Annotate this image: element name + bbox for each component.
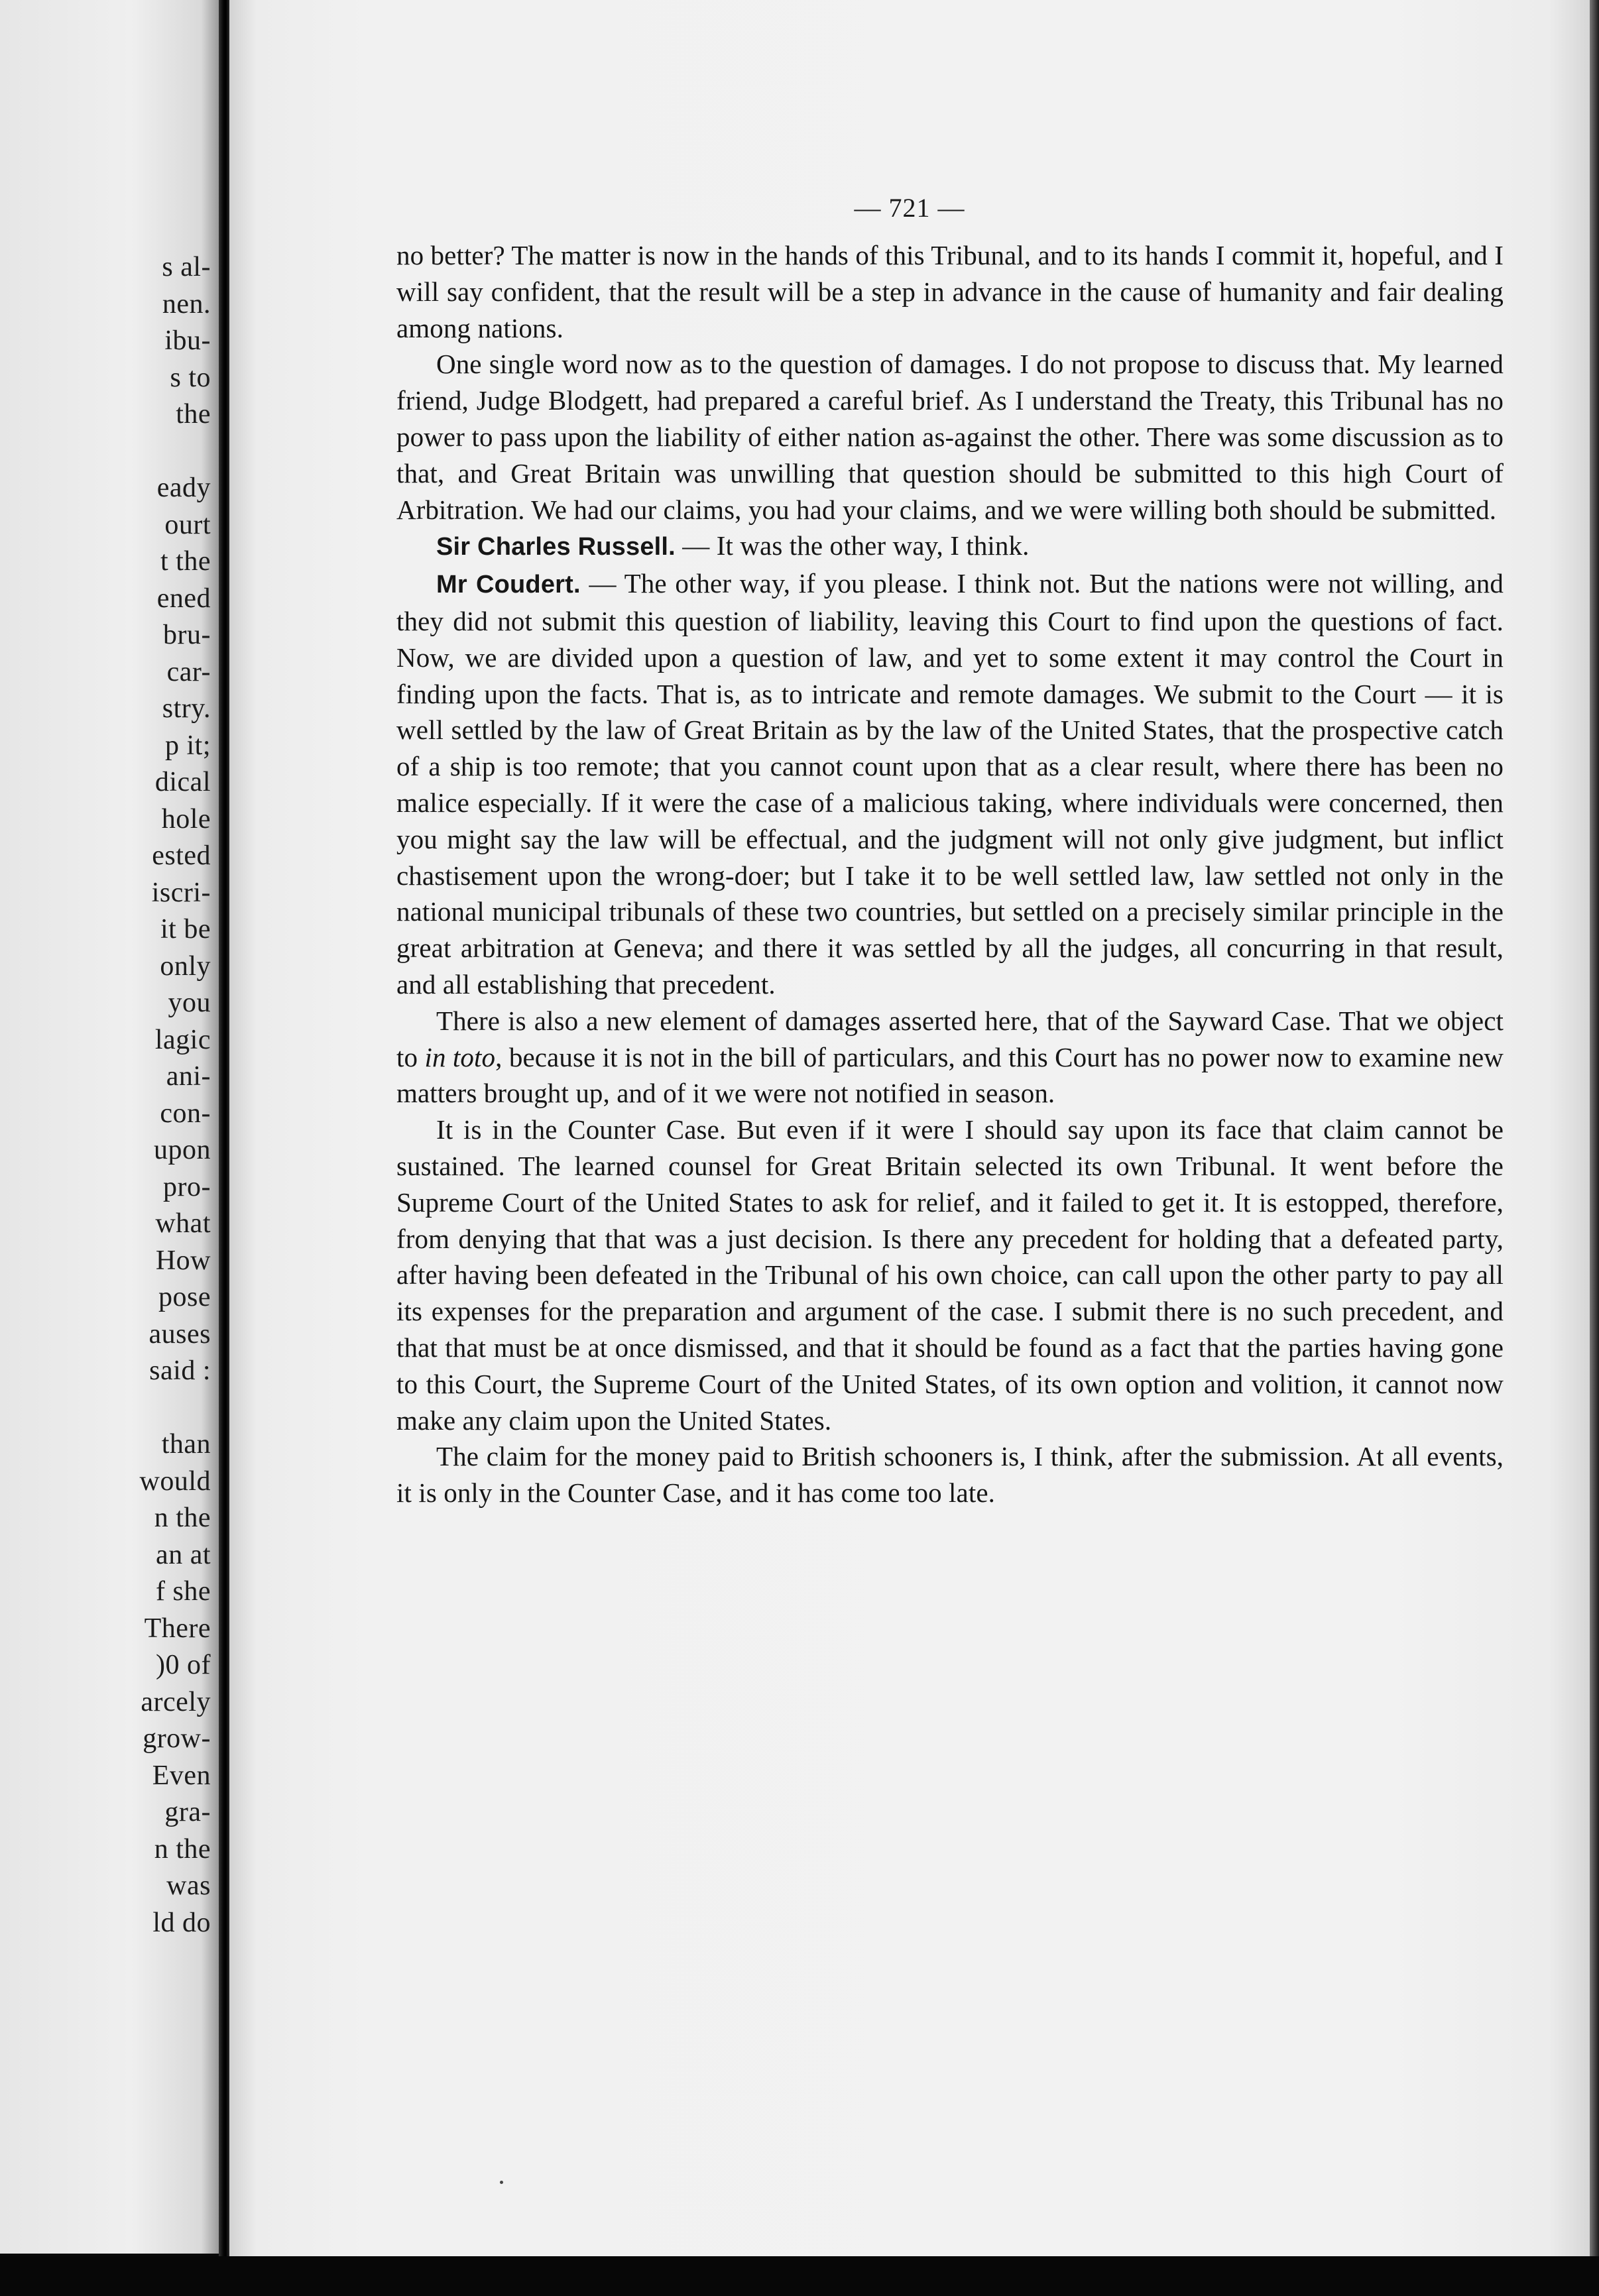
paragraph (396, 1438, 1504, 1511)
paragraph-text: no better? The matter is now in the hands of this Tribunal, and to its hands I commit it, hopeful, and I will say confident, that the result will be a step in advance in the cause of humanity and fair dealing among nations. (396, 240, 1504, 343)
left-line-fragment: ourt (164, 509, 211, 540)
paragraph-text: — The other way, if you please. I think not. But the nations were not willing, and they did not submit this question of liability, leaving this Court to find upon the questions of fact. Now, we are divided upon a question of law, and yet to some extent it may control the Court in finding upon the facts. That is, as to intricate and remote damages. We submit to the Court — it is well settled by the law of Great Britain as by the law of the United States, that the prospective catch of a ship is too remote; that you cannot count upon that as a clear result, where there has been no malice especially. If it were the case of a malicious taking, where individuals were concerned, then you might say the law will be effectual, and the judgment will not only give judgment, but inflict chastisement upon the wrong-doer; but I take it to be well settled law, law settled not only in the national municipal tribunals of these two countries, but settled on a precisely similar principle in the great arbitration at Geneva; and there it was settled by all the judges, all concurring in that result, and all establishing that precedent. (396, 568, 1504, 1000)
left-line-fragment (140, 1390, 211, 1427)
paragraph (396, 1003, 1504, 1112)
left-line-fragment: eady (156, 473, 211, 503)
left-line-fragment: only (160, 950, 211, 982)
paragraph (396, 565, 1504, 1003)
speaker-name: Mr Coudert. (436, 571, 581, 599)
left-line-fragment: ld do (152, 1907, 211, 1938)
left-line-fragment: ibu- (164, 325, 211, 356)
left-line-fragment: auses (148, 1318, 211, 1349)
paragraph-text: , because it is not in the bill of particulars, and this Court has no power now to examine new matters brought up, and of it we were not notified in season. (396, 1041, 1504, 1109)
left-line-fragment: dical (154, 767, 211, 797)
paragraph-text: — It was the other way, I think. (682, 530, 1030, 561)
left-line-fragment: hole (161, 803, 211, 834)
paragraph (396, 1112, 1504, 1438)
left-line-fragment: you (168, 988, 211, 1018)
left-line-fragment: There (144, 1613, 211, 1644)
left-line-fragment: grow- (143, 1723, 211, 1754)
italic-phrase: in toto (424, 1041, 496, 1072)
left-line-fragment (140, 433, 211, 471)
left-line-fragment: said : (149, 1355, 211, 1386)
left-line-fragment: How (155, 1245, 211, 1276)
left-line-fragment: upon (154, 1135, 211, 1165)
paragraph-text: There is also a new element of damages asserted here, that of the Sayward Case. That we object to (396, 1005, 1504, 1072)
left-facing-page (0, 0, 219, 2254)
left-line-fragment: ested (152, 840, 211, 871)
paragraph (396, 237, 1504, 346)
page-right-edge (1590, 0, 1599, 2256)
left-line-fragment: )0 of (156, 1650, 211, 1680)
left-line-fragment: what (155, 1208, 211, 1239)
left-line-fragment: iscri- (151, 877, 211, 908)
speaker-name: Sir Charles Russell. (436, 533, 676, 561)
left-line-fragment: was (166, 1870, 211, 1901)
body-text (396, 237, 1504, 1511)
left-line-fragment: stry. (162, 693, 211, 724)
left-line-fragment: n the (154, 1503, 211, 1533)
left-line-fragment: pose (158, 1282, 211, 1312)
left-line-fragment: arcely (141, 1686, 211, 1717)
print-speck (500, 2181, 503, 2184)
left-line-fragment: gra- (164, 1797, 211, 1827)
left-line-fragment: f she (156, 1576, 211, 1607)
left-line-fragment: con- (160, 1098, 211, 1129)
left-line-fragment: bru- (163, 620, 211, 650)
left-line-fragment: Even (152, 1760, 211, 1791)
left-line-fragment: n the (154, 1833, 211, 1865)
main-page (229, 0, 1590, 2256)
left-line-fragment: the (176, 399, 211, 430)
left-line-fragment: t the (160, 546, 211, 577)
left-line-fragment: would (139, 1465, 211, 1497)
left-line-fragment: ened (156, 583, 211, 614)
page-number: — 721 — (854, 193, 965, 223)
left-line-fragment: ani- (166, 1061, 211, 1092)
left-page-line-fragments (140, 249, 211, 1941)
left-line-fragment: it be (160, 914, 211, 945)
paragraph-text: One single word now as to the question of damages. I do not propose to discuss that. My learned friend, Judge Blodgett, had prepared a careful brief. As I understand the Treaty, this Tribunal has no power to pass upon the liability of either nation as-against the other. There was some discussion as to that, and Great Britain was unwilling that question should be submitted to this high Court of Arbitration. We had our claims, you had your claims, and we were willing both should be submitted. (396, 349, 1504, 525)
paragraph-text: It is in the Counter Case. But even if it were I should say upon its face that claim cannot be sustained. The learned counsel for Great Britain selected its own Tribunal. It went before the Supreme Court of the United States to ask for relief, and it failed to get it. It is estopped, therefore, from denying that that was a just decision. Is there any precedent for holding that a defeated party, after having been defeated in the Tribunal of his own choice, can call upon the other party to pay all its expenses for the preparation and argument of the case. I submit there is no such precedent, and that that must be at once dismissed, and that it should be found as a fact that the parties having gone to this Court, the Supreme Court of the United States, of its own option and volition, it cannot now make any claim upon the United States. (396, 1114, 1504, 1436)
left-line-fragment: car- (166, 656, 211, 687)
left-line-fragment: lagic (154, 1024, 211, 1055)
paragraph (396, 346, 1504, 528)
paragraph-text: The claim for the money paid to British schooners is, I think, after the submission. At all events, it is only in the Counter Case, and it has come too late. (396, 1441, 1504, 1509)
left-line-fragment: pro- (163, 1171, 211, 1202)
left-line-fragment: nen. (162, 288, 211, 319)
scan-bottom-border (0, 2256, 1599, 2296)
left-line-fragment: s to (170, 362, 211, 393)
left-line-fragment: than (161, 1429, 211, 1460)
paragraph (396, 528, 1504, 565)
left-line-fragment: an at (156, 1539, 211, 1570)
left-line-fragment: p it; (164, 730, 211, 761)
left-line-fragment: s al- (162, 252, 211, 282)
